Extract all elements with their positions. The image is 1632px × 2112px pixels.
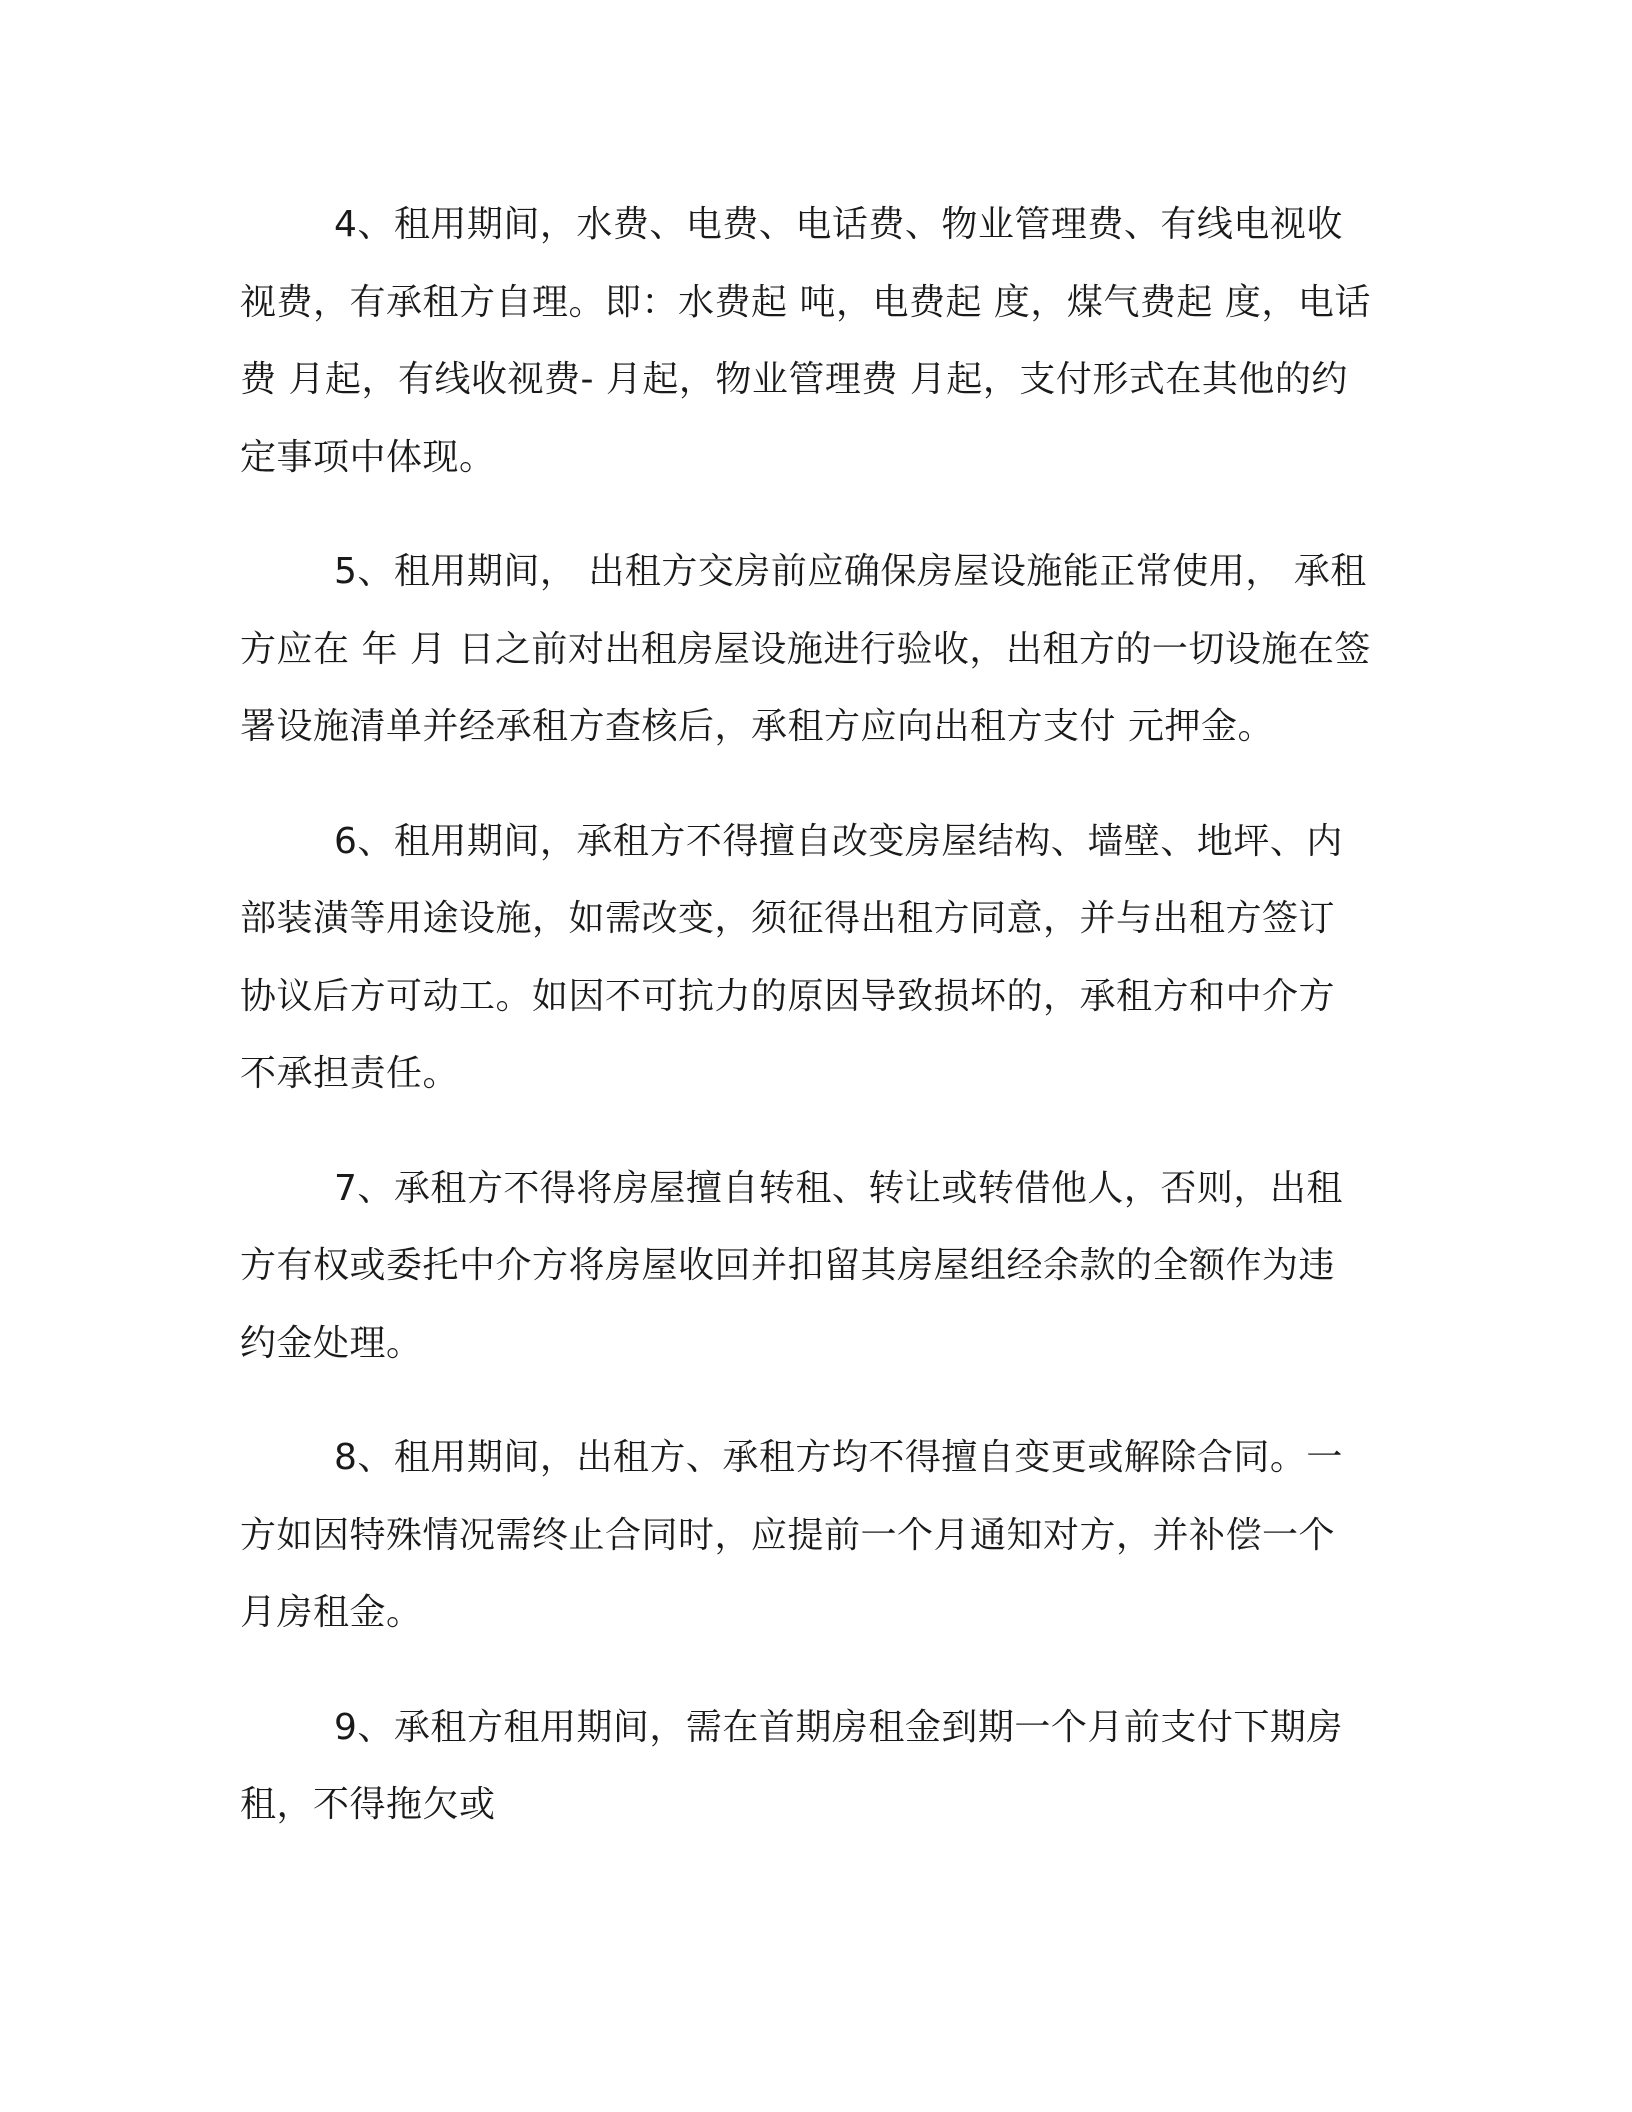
text-line: 4、租用期间，水费、电费、电话费、物业管理费、有线电视收: [334, 204, 1343, 245]
text-line: 约金处理。: [240, 1322, 423, 1364]
text-line: 部装潢等用途设施，如需改变，须征得出租方同意，并与出租方签订: [240, 898, 1336, 939]
text-line: 不承担责任。: [240, 1053, 460, 1094]
text-line: 7、承租方不得将房屋擅自转租、转让或转借他人，否则，出租: [334, 1167, 1343, 1209]
text-line: 协议后方可动工。如因不可抗力的原因导致损坏的，承租方和中介方: [240, 975, 1336, 1017]
clause-9: [240, 1689, 1390, 1844]
clause-4: [240, 186, 1390, 496]
text-line: 方应在 年 月 日之前对出租房屋设施进行验收，出租方的一切设施在签: [240, 628, 1371, 670]
clause-8: [240, 1419, 1390, 1652]
clause-5: [240, 533, 1390, 766]
text-line: 方如因特殊情况需终止合同时，应提前一个月通知对方，并补偿一个: [240, 1514, 1336, 1556]
text-line: 视费，有承租方自理。即：水费起 吨，电费起 度，煤气费起 度，电话: [240, 281, 1371, 323]
clause-6: [240, 803, 1390, 1113]
text-line: 6、租用期间，承租方不得擅自改变房屋结构、墙壁、地坪、内: [334, 820, 1343, 862]
text-line: 方有权或委托中介方将房屋收回并扣留其房屋组经余款的全额作为违: [240, 1245, 1336, 1286]
text-line: 9、承租方租用期间，需在首期房租金到期一个月前支付下期房: [334, 1706, 1343, 1748]
text-line: 定事项中体现。: [240, 436, 496, 478]
text-line: 租，不得拖欠或: [240, 1784, 496, 1825]
text-line: 月房租金。: [240, 1592, 423, 1633]
text-line: 5、租用期间， 出租方交房前应确保房屋设施能正常使用， 承租: [334, 551, 1367, 592]
text-line: 费 月起，有线收视费- 月起，物业管理费 月起，支付形式在其他的约: [240, 359, 1348, 400]
document-body: [240, 186, 1390, 1881]
text-line: 署设施清单并经承租方查核后，承租方应向出租方支付 元押金。: [240, 706, 1274, 747]
clause-7: [240, 1150, 1390, 1383]
text-line: 8、租用期间，出租方、承租方均不得擅自变更或解除合同。一: [334, 1437, 1343, 1478]
